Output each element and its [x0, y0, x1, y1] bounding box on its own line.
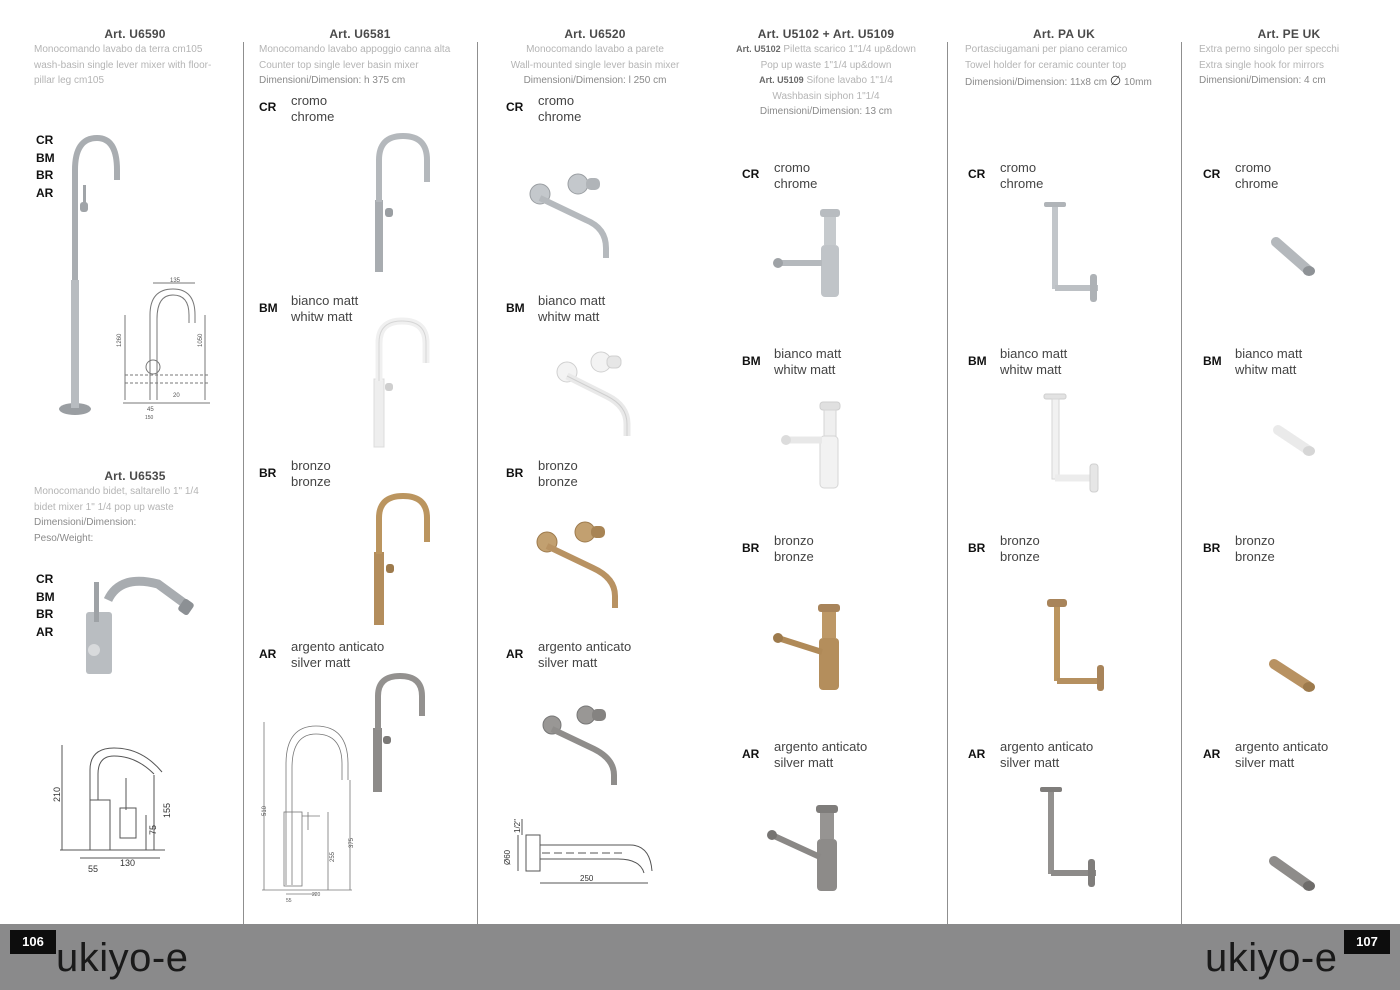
article-title-u6590: Art. U6590 — [104, 27, 166, 41]
wall-mixer-silver-image — [542, 705, 624, 787]
svg-text:510: 510 — [262, 805, 268, 816]
finish-label-br: bronzo bronze — [291, 458, 331, 489]
technical-drawing-u6535 — [50, 740, 175, 875]
finish-code-ar: AR — [1203, 747, 1221, 761]
article-description-u5102-u5109 — [715, 42, 937, 120]
page-number-left: 106 — [10, 930, 56, 954]
finish-label-ar: argento anticato silver matt — [291, 639, 385, 670]
finish-code-cr: CR — [742, 167, 760, 181]
mirror-pin-silver-image — [1268, 855, 1320, 895]
desc-line: bidet mixer 1" 1/4 pop up waste — [34, 501, 174, 513]
finish-code-br: BR — [968, 541, 986, 555]
finish-label-bm: bianco matt whitw matt — [538, 293, 606, 324]
desc-line: Portasciugamani per piano ceramico — [965, 44, 1128, 55]
finish-label-br: bronzo bronze — [1235, 533, 1275, 564]
tall-mixer-white-image — [368, 315, 438, 447]
desc-line: Towel holder for ceramic counter top — [965, 59, 1127, 71]
svg-text:130: 130 — [120, 858, 136, 868]
towel-holder-white-image — [1040, 392, 1110, 494]
desc-line: Dimensioni/Dimension: l 250 cm — [523, 75, 667, 86]
column-divider — [243, 42, 244, 924]
bidet-mixer-image — [80, 570, 200, 680]
svg-text:1/2": 1/2" — [513, 819, 522, 833]
finish-code-ar: AR — [742, 747, 760, 761]
finish-label-br: bronzo bronze — [538, 458, 578, 489]
desc-line: pillar leg cm105 — [34, 75, 105, 86]
finish-code-br: BR — [506, 466, 524, 480]
wall-mixer-white-image — [555, 350, 637, 440]
finish-code-bm: BM — [1203, 354, 1222, 368]
article-title-u5102-u5109: Art. U5102 + Art. U5109 — [757, 27, 895, 41]
finish-label-ar: argento anticato silver matt — [1000, 739, 1094, 770]
finish-code-cr: CR — [506, 100, 524, 114]
desc-line: Dimensioni/Dimension: h 375 cm — [259, 75, 406, 86]
svg-text:150: 150 — [145, 415, 154, 421]
finish-code-list: CR BM BR AR — [36, 572, 55, 639]
finish-code-bm: BM — [506, 301, 525, 315]
svg-text:250: 250 — [580, 874, 594, 883]
finish-label-bm: bianco matt whitw matt — [1000, 346, 1068, 377]
finish-code-cr: CR — [968, 167, 986, 181]
finish-label-cr: cromo chrome — [1235, 160, 1279, 191]
finish-label-cr: cromo chrome — [774, 160, 818, 191]
page-number-right: 107 — [1344, 930, 1390, 954]
tall-mixer-silver-image — [368, 670, 433, 792]
diameter-icon: ∅ — [1109, 73, 1122, 88]
towel-holder-bronze-image — [1045, 597, 1115, 693]
mirror-pin-bronze-image — [1268, 658, 1320, 696]
finish-code-br: BR — [742, 541, 760, 555]
finish-code-cr: CR — [1203, 167, 1221, 181]
desc-line: Art. U5102 Piletta scarico 1"1/4 up&down — [736, 44, 916, 55]
svg-text:375: 375 — [349, 837, 355, 848]
technical-drawing-u6581 — [258, 720, 358, 905]
desc-line: Monocomando bidet, saltarello 1" 1/4 — [34, 486, 199, 497]
desc-line: Monocomando lavabo appoggio canna alta — [259, 44, 451, 55]
finish-code-ar: AR — [968, 747, 986, 761]
tall-mixer-bronze-image — [365, 490, 437, 625]
finish-label-ar: argento anticato silver matt — [1235, 739, 1329, 770]
mirror-pin-chrome-image — [1270, 236, 1320, 280]
finish-code-ar: AR — [506, 647, 524, 661]
svg-text:1260: 1260 — [117, 333, 123, 347]
finish-code-bm: BM — [968, 354, 987, 368]
finish-code-ar: AR — [259, 647, 277, 661]
desc-line: Extra single hook for mirrors — [1199, 59, 1325, 71]
page-footer — [0, 924, 1400, 990]
desc-line: Pop up waste 1"1/4 up&down — [760, 59, 892, 71]
desc-line: Art. U5109 Sifone lavabo 1"1/4 — [759, 75, 893, 86]
finish-code-bm: BM — [259, 301, 278, 315]
towel-holder-chrome-image — [1040, 200, 1110, 305]
article-description-pa-uk — [965, 42, 1180, 91]
finish-label-br: bronzo bronze — [774, 533, 814, 564]
finish-label-ar: argento anticato silver matt — [538, 639, 632, 670]
column-divider — [477, 42, 478, 924]
technical-drawing-u6590 — [115, 275, 215, 425]
finish-code-br: BR — [1203, 541, 1221, 555]
finish-label-cr: cromo chrome — [1000, 160, 1044, 191]
svg-text:55: 55 — [286, 898, 292, 904]
siphon-white-image — [782, 400, 847, 492]
article-description-u6590 — [34, 42, 239, 89]
tall-mixer-chrome-image — [365, 130, 435, 272]
finish-label-br: bronzo bronze — [1000, 533, 1040, 564]
svg-text:255: 255 — [330, 851, 336, 862]
finish-label-ar: argento anticato silver matt — [774, 739, 868, 770]
svg-text:1050: 1050 — [198, 333, 204, 347]
column-divider — [1181, 42, 1182, 924]
column-divider — [947, 42, 948, 924]
article-description-pe-uk — [1199, 42, 1394, 89]
article-title-u6581: Art. U6581 — [329, 27, 391, 41]
finish-code-br: BR — [259, 466, 277, 480]
svg-text:Ø60: Ø60 — [503, 849, 512, 865]
finish-label-cr: cromo chrome — [538, 93, 582, 124]
desc-line: Monocomando lavabo a parete — [526, 44, 664, 55]
svg-text:75: 75 — [148, 824, 158, 835]
desc-line: Wall-mounted single lever basin mixer — [510, 59, 680, 71]
article-title-u6520: Art. U6520 — [564, 27, 626, 41]
brand-logo-left: ukiyo-e — [56, 936, 189, 980]
article-description-u6520 — [480, 42, 710, 89]
desc-line: Peso/Weight: — [34, 532, 94, 544]
svg-text:155: 155 — [162, 802, 172, 818]
finish-code-list: CR BM BR AR — [36, 133, 55, 200]
desc-line: Dimensioni/Dimension: — [34, 517, 137, 528]
desc-line: Dimensioni/Dimension: 13 cm — [759, 106, 893, 117]
svg-text:20: 20 — [173, 393, 180, 399]
article-description-u6581 — [259, 42, 474, 89]
finish-code-bm: BM — [742, 354, 761, 368]
desc-line: Counter top single lever basin mixer — [259, 59, 419, 71]
desc-line: Dimensioni/Dimension: 4 cm — [1199, 75, 1326, 86]
towel-holder-silver-image — [1036, 785, 1106, 890]
svg-text:220: 220 — [312, 892, 321, 898]
siphon-chrome-image — [772, 205, 847, 300]
svg-text:210: 210 — [52, 786, 62, 802]
wall-mixer-bronze-image — [535, 520, 625, 610]
finish-code-cr: CR — [259, 100, 277, 114]
svg-text:45: 45 — [147, 407, 154, 413]
article-description-u6535 — [34, 484, 239, 546]
article-title-u6535: Art. U6535 — [104, 469, 166, 483]
finish-label-bm: bianco matt whitw matt — [291, 293, 359, 324]
desc-line: wash-basin single lever mixer with floor- — [34, 59, 212, 71]
svg-text:135: 135 — [170, 278, 181, 284]
finish-label-bm: bianco matt whitw matt — [1235, 346, 1303, 377]
siphon-bronze-image — [772, 602, 847, 694]
article-title-pa-uk: Art. PA UK — [1033, 27, 1095, 41]
desc-line: Dimensioni/Dimension: 11x8 cm ∅ 10mm — [965, 73, 1152, 88]
brand-logo-right: ukiyo-e — [1205, 936, 1338, 980]
finish-label-cr: cromo chrome — [291, 93, 335, 124]
mirror-pin-white-image — [1272, 424, 1320, 460]
desc-line: Monocomando lavabo da terra cm105 — [34, 44, 203, 55]
siphon-silver-image — [766, 803, 841, 895]
finish-label-bm: bianco matt whitw matt — [774, 346, 842, 377]
article-title-pe-uk: Art. PE UK — [1257, 27, 1321, 41]
technical-drawing-u6520 — [500, 815, 660, 890]
desc-line: Washbasin siphon 1"1/4 — [772, 90, 880, 102]
wall-mixer-chrome-image — [528, 170, 618, 262]
desc-line: Extra perno singolo per specchi — [1199, 44, 1340, 55]
svg-text:55: 55 — [88, 864, 99, 874]
